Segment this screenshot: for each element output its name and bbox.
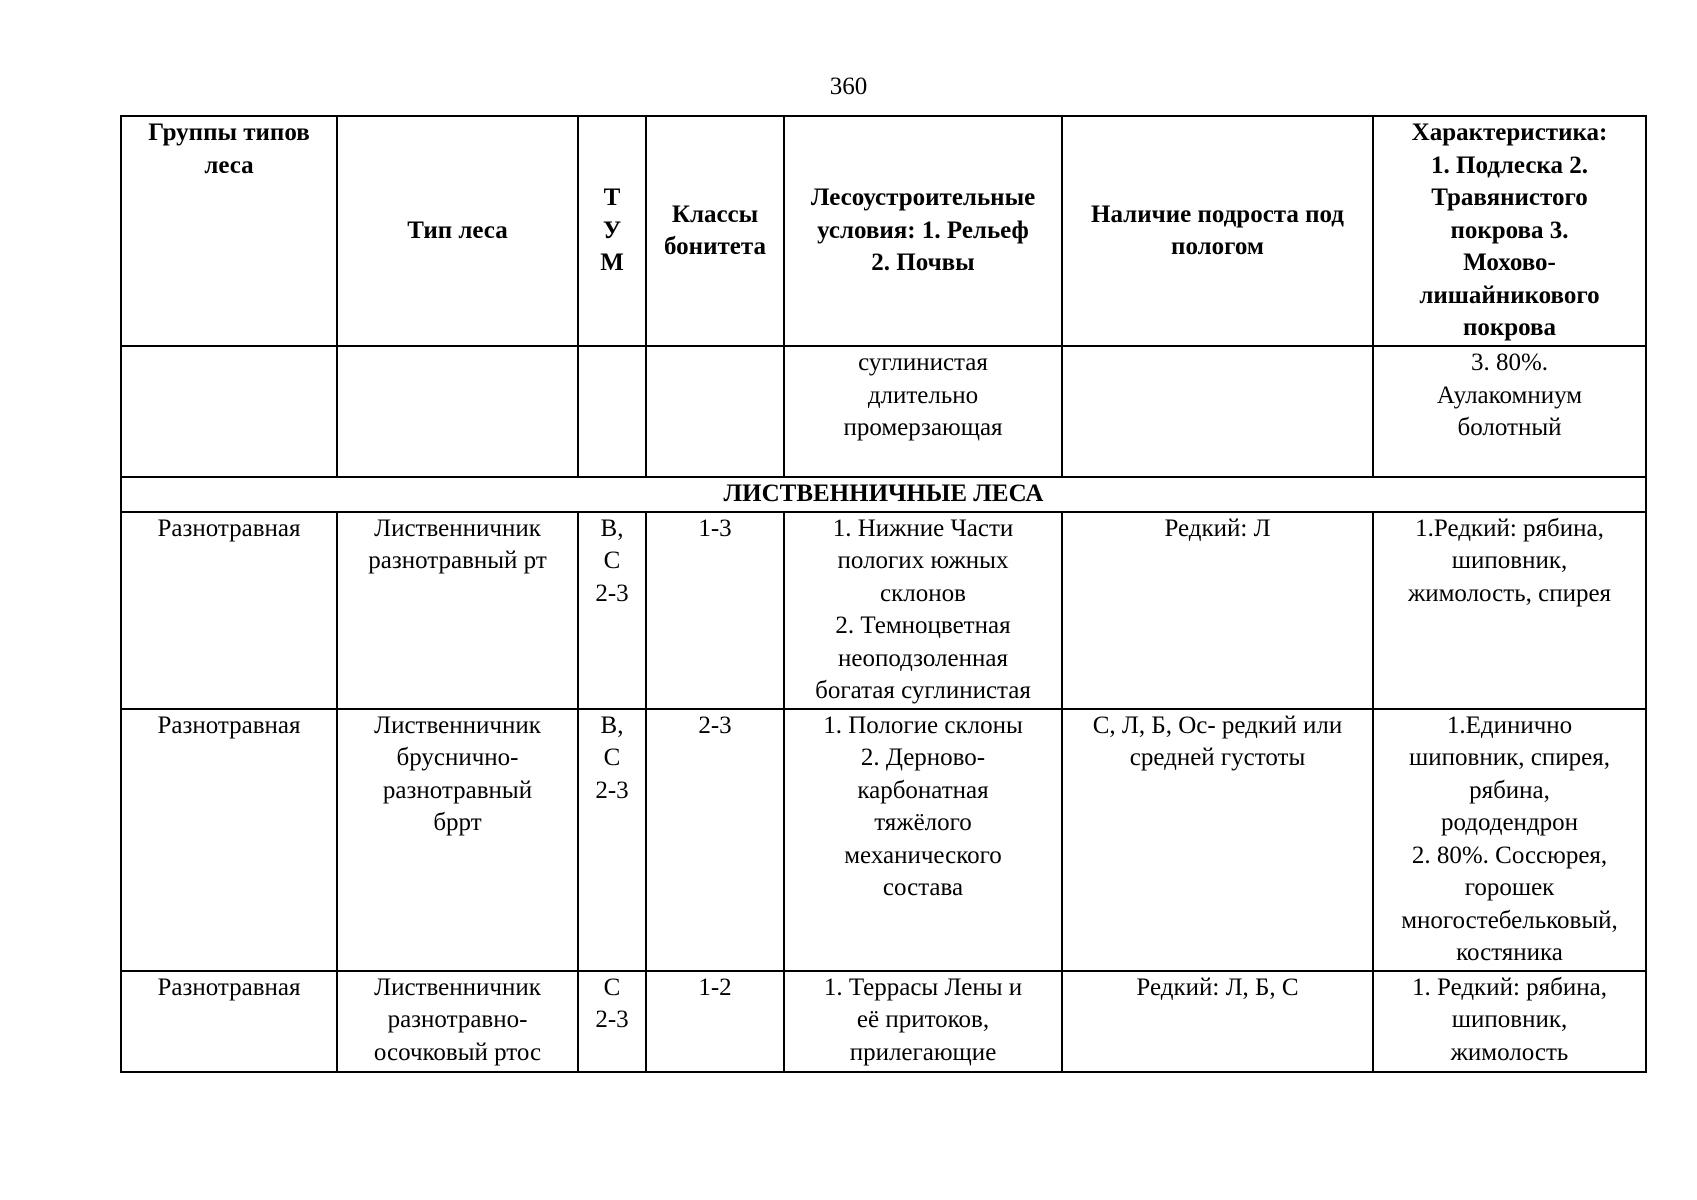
header-undergrowth: Наличие подроста под пологом	[1062, 116, 1373, 346]
header-tum: Т У М	[578, 116, 646, 346]
table-row	[121, 346, 1646, 477]
cell-group: Разнотравная	[121, 709, 337, 971]
header-bonitet-class: Классы бонитета	[646, 116, 784, 346]
cell-bonitet	[646, 346, 784, 477]
cell-undergrowth: Редкий: Л, Б, С	[1062, 971, 1373, 1072]
header-forest-group: Группы типов леса	[121, 116, 337, 346]
cell-group: Разнотравная	[121, 971, 337, 1072]
cell-conditions: 1. Террасы Лены и её притоков, прилегающие	[784, 971, 1062, 1072]
cell-tum	[578, 346, 646, 477]
cell-type: Лиственничник разнотравный рт	[337, 512, 578, 709]
cell-type	[337, 346, 578, 477]
cell-conditions: 1. Нижние Части пологих южных склонов 2. Темноцветная неоподзоленная богатая суглинистая	[784, 512, 1062, 709]
cell-tum: В, С 2-3	[578, 709, 646, 971]
cell-undergrowth: Редкий: Л	[1062, 512, 1373, 709]
cell-conditions: 1. Пологие склоны 2. Дерново- карбонатная тяжёлого механического состава	[784, 709, 1062, 971]
cell-group: Разнотравная	[121, 512, 337, 709]
cell-type: Лиственничник разнотравно- осочковый ртос	[337, 971, 578, 1072]
page-number: 360	[829, 73, 868, 100]
header-conditions: Лесоустроительные условия: 1. Рельеф 2. Почвы	[784, 116, 1062, 346]
section-title: ЛИСТВЕННИЧНЫЕ ЛЕСА	[121, 477, 1646, 512]
section-heading-row	[121, 477, 1646, 512]
cell-bonitet: 2-3	[646, 709, 784, 971]
cell-characteristics: 1. Редкий: рябина, шиповник, жимолость	[1373, 971, 1646, 1072]
cell-bonitet: 1-3	[646, 512, 784, 709]
forest-types-table	[120, 115, 1647, 1073]
table-header-row	[121, 116, 1646, 346]
cell-characteristics: 1.Редкий: рябина, шиповник, жимолость, спирея	[1373, 512, 1646, 709]
cell-characteristics: 1.Единично шиповник, спирея, рябина, рододендрон 2. 80%. Соссюрея, горошек многостебельковый, костяника	[1373, 709, 1646, 971]
table-row	[121, 709, 1646, 971]
header-characteristics: Характеристика: 1. Подлеска 2. Травянистого покрова 3. Мохово- лишайникового покрова	[1373, 116, 1646, 346]
cell-characteristics: 3. 80%. Аулакомниум болотный	[1373, 346, 1646, 477]
table-row	[121, 971, 1646, 1072]
cell-tum: С 2-3	[578, 971, 646, 1072]
cell-bonitet: 1-2	[646, 971, 784, 1072]
cell-tum: В, С 2-3	[578, 512, 646, 709]
cell-undergrowth	[1062, 346, 1373, 477]
cell-type: Лиственничник бруснично- разнотравный бррт	[337, 709, 578, 971]
cell-conditions: суглинистая длительно промерзающая	[784, 346, 1062, 477]
cell-group	[121, 346, 337, 477]
header-forest-type: Тип леса	[337, 116, 578, 346]
table-row	[121, 512, 1646, 709]
cell-undergrowth: С, Л, Б, Ос- редкий или средней густоты	[1062, 709, 1373, 971]
